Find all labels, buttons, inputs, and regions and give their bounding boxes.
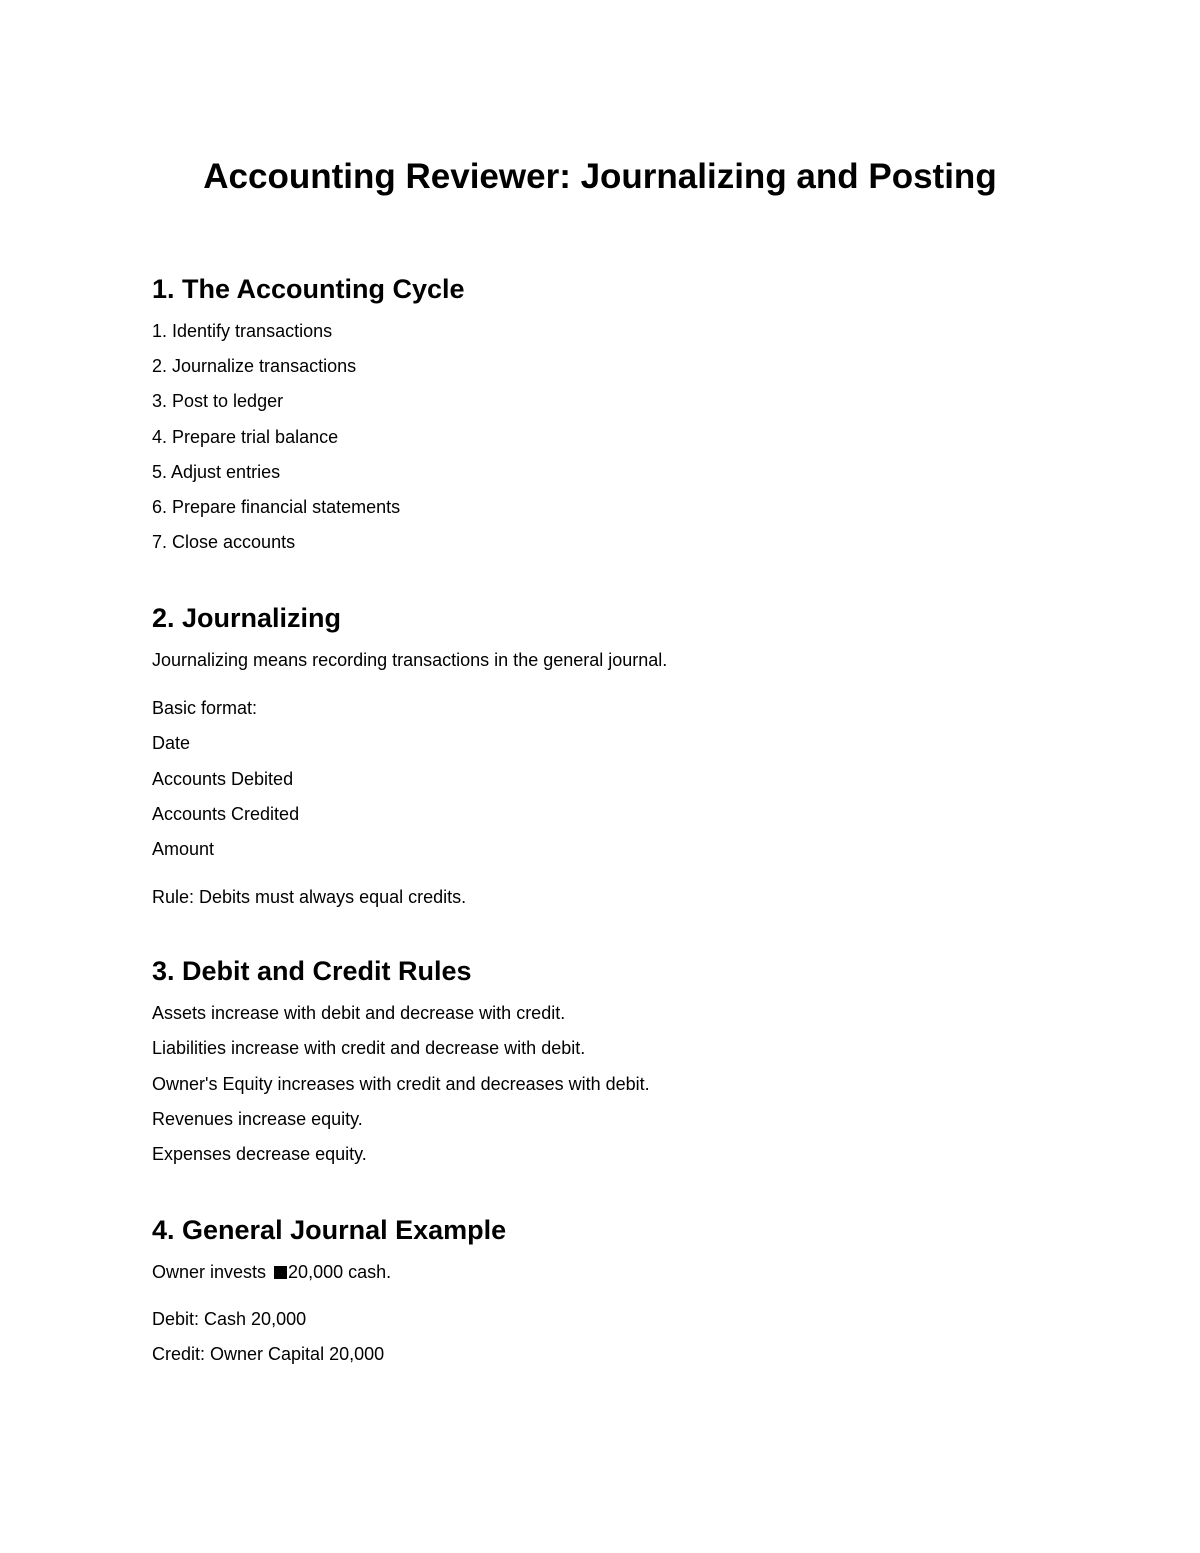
rule-line: Owner's Equity increases with credit and decreases with debit. — [152, 1073, 650, 1094]
section-heading: 4. General Journal Example — [152, 1215, 507, 1245]
journal-entry: Credit: Owner Capital 20,000 — [152, 1344, 385, 1364]
list-item: 3. Post to ledger — [152, 391, 284, 412]
section-accounting-cycle — [152, 272, 1052, 554]
section-heading: 1. The Accounting Cycle — [152, 274, 465, 304]
format-label: Basic format: — [152, 698, 258, 718]
example-text-prefix: Owner invests — [152, 1262, 272, 1282]
rule-line: Revenues increase equity. — [152, 1108, 363, 1129]
list-item: 7. Close accounts — [152, 532, 296, 553]
list-item: 1. Identify transactions — [152, 321, 333, 341]
document-title: Accounting Reviewer: Journalizing and Posting — [203, 157, 997, 196]
rule-line: Liabilities increase with credit and decrease with debit. — [152, 1038, 586, 1059]
section-heading: 3. Debit and Credit Rules — [152, 956, 472, 986]
section-general-journal-example — [152, 1213, 1052, 1366]
journal-entry: Debit: Cash 20,000 — [152, 1309, 307, 1329]
example-paragraph — [152, 1260, 1052, 1284]
format-item: Accounts Debited — [152, 768, 294, 789]
rule-line: Assets increase with debit and decrease with credit. — [152, 1003, 566, 1023]
section-journalizing — [152, 601, 1052, 909]
rule-text: Rule: Debits must always equal credits. — [152, 887, 467, 907]
missing-glyph-icon — [274, 1266, 287, 1279]
list-item: 5. Adjust entries — [152, 461, 281, 482]
list-item: 6. Prepare financial statements — [152, 496, 401, 517]
list-item: 4. Prepare trial balance — [152, 426, 339, 447]
format-item: Date — [152, 733, 191, 754]
rule-line: Expenses decrease equity. — [152, 1144, 367, 1164]
paragraph: Journalizing means recording transactions in the general journal. — [152, 650, 668, 670]
format-item: Accounts Credited — [152, 803, 300, 824]
format-item: Amount — [152, 839, 215, 859]
section-debit-credit-rules — [152, 954, 1052, 1166]
list-item: 2. Journalize transactions — [152, 356, 357, 377]
example-text-suffix: 20,000 cash. — [288, 1262, 392, 1282]
section-heading: 2. Journalizing — [152, 603, 342, 633]
